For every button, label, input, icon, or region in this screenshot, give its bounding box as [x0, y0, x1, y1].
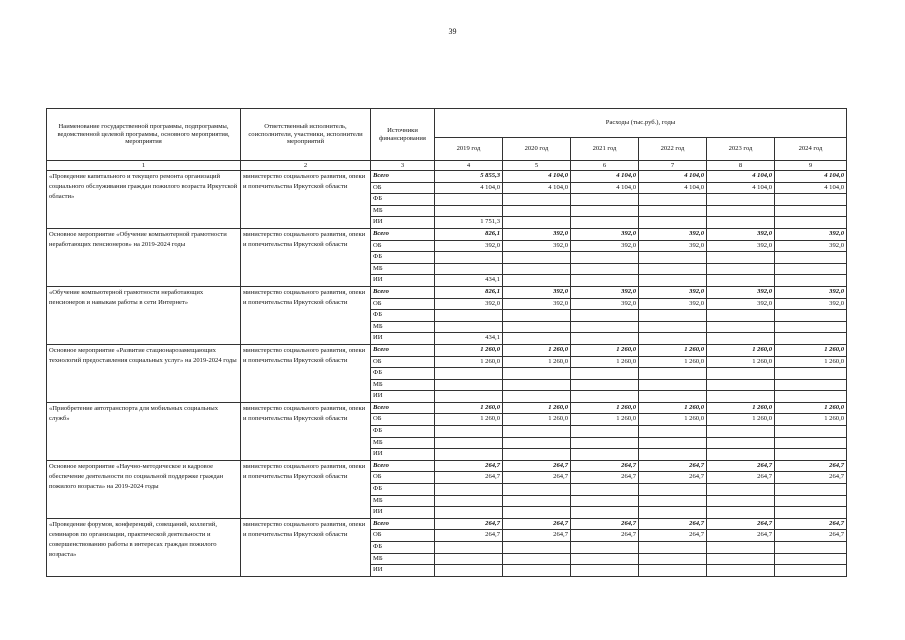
amount-cell: 4 104,0 [639, 182, 707, 194]
amount-cell: 264,7 [571, 472, 639, 484]
amount-cell: 392,0 [639, 240, 707, 252]
amount-cell [707, 205, 775, 217]
amount-cell [775, 368, 847, 380]
amount-cell: 264,7 [435, 530, 503, 542]
amount-cell: 392,0 [707, 228, 775, 240]
funding-source-cell: ИИ [371, 449, 435, 461]
table-row [47, 402, 847, 414]
executor-cell: министерство социального развития, опеки и попечительства Иркутской области [241, 402, 371, 460]
amount-cell: 1 751,3 [435, 217, 503, 229]
funding-source-cell: ИИ [371, 507, 435, 519]
amount-cell: 392,0 [571, 228, 639, 240]
funding-source-cell: ФБ [371, 484, 435, 496]
amount-cell: 392,0 [707, 240, 775, 252]
amount-cell: 264,7 [707, 518, 775, 530]
amount-cell [775, 194, 847, 206]
amount-cell: 392,0 [707, 286, 775, 298]
amount-cell: 1 260,0 [707, 402, 775, 414]
amount-cell [707, 391, 775, 403]
header-funding-source: Источники финансирования [371, 109, 435, 161]
amount-cell: 264,7 [639, 530, 707, 542]
amount-cell [707, 495, 775, 507]
amount-cell: 434,1 [435, 275, 503, 287]
amount-cell [639, 379, 707, 391]
amount-cell [707, 321, 775, 333]
amount-cell [571, 553, 639, 565]
amount-cell [639, 507, 707, 519]
header-year: 2022 год [639, 138, 707, 161]
executor-cell: министерство социального развития, опеки и попечительства Иркутской области [241, 171, 371, 229]
amount-cell [571, 484, 639, 496]
amount-cell: 1 260,0 [707, 344, 775, 356]
column-number: 7 [639, 161, 707, 171]
amount-cell: 392,0 [503, 240, 571, 252]
funding-source-cell: ОБ [371, 356, 435, 368]
amount-cell [435, 565, 503, 577]
amount-cell [707, 542, 775, 554]
amount-cell [503, 275, 571, 287]
amount-cell: 264,7 [775, 530, 847, 542]
amount-cell [571, 542, 639, 554]
amount-cell [775, 263, 847, 275]
amount-cell: 1 260,0 [639, 356, 707, 368]
amount-cell [775, 217, 847, 229]
funding-source-cell: МБ [371, 321, 435, 333]
amount-cell: 392,0 [571, 286, 639, 298]
amount-cell: 4 104,0 [503, 171, 571, 183]
amount-cell [707, 263, 775, 275]
amount-cell [775, 437, 847, 449]
amount-cell [775, 321, 847, 333]
amount-cell [639, 437, 707, 449]
funding-source-cell: ОБ [371, 182, 435, 194]
amount-cell [435, 449, 503, 461]
amount-cell [571, 437, 639, 449]
amount-cell [775, 379, 847, 391]
amount-cell: 264,7 [571, 460, 639, 472]
amount-cell: 264,7 [503, 460, 571, 472]
program-name-cell: Основное мероприятие «Научно-методическое и кадровое обеспечение деятельности по социальной поддержке граждан пожилого возраста» на 2019-2024 годы [47, 460, 241, 518]
amount-cell: 264,7 [639, 472, 707, 484]
amount-cell: 4 104,0 [571, 171, 639, 183]
amount-cell [571, 391, 639, 403]
amount-cell [503, 495, 571, 507]
amount-cell: 392,0 [775, 286, 847, 298]
amount-cell [503, 426, 571, 438]
amount-cell [707, 449, 775, 461]
amount-cell [571, 217, 639, 229]
funding-source-cell: МБ [371, 205, 435, 217]
table-row [47, 460, 847, 472]
program-name-cell: «Обучение компьютерной грамотности неработающих пенсионеров и навыкам работы в сети Интернет» [47, 286, 241, 344]
column-number: 1 [47, 161, 241, 171]
amount-cell [435, 252, 503, 264]
amount-cell [639, 263, 707, 275]
executor-cell: министерство социального развития, опеки и попечительства Иркутской области [241, 228, 371, 286]
amount-cell [775, 333, 847, 345]
amount-cell [775, 495, 847, 507]
funding-source-cell: ОБ [371, 240, 435, 252]
header-year: 2024 год [775, 138, 847, 161]
funding-source-cell: ОБ [371, 298, 435, 310]
amount-cell [707, 217, 775, 229]
amount-cell: 1 260,0 [571, 344, 639, 356]
amount-cell [639, 275, 707, 287]
funding-source-cell: ИИ [371, 333, 435, 345]
amount-cell [707, 484, 775, 496]
amount-cell [435, 495, 503, 507]
amount-cell [503, 333, 571, 345]
funding-source-cell: Всего [371, 344, 435, 356]
page-number: 39 [448, 27, 457, 36]
amount-cell [775, 252, 847, 264]
amount-cell [775, 484, 847, 496]
amount-cell: 4 104,0 [571, 182, 639, 194]
amount-cell: 264,7 [503, 472, 571, 484]
amount-cell: 1 260,0 [571, 414, 639, 426]
amount-cell [571, 310, 639, 322]
funding-source-cell: Всего [371, 171, 435, 183]
header-year: 2019 год [435, 138, 503, 161]
amount-cell [571, 368, 639, 380]
column-number: 8 [707, 161, 775, 171]
amount-cell [775, 553, 847, 565]
amount-cell: 4 104,0 [775, 171, 847, 183]
table-row [47, 228, 847, 240]
amount-cell [707, 565, 775, 577]
column-number: 3 [371, 161, 435, 171]
amount-cell: 392,0 [775, 228, 847, 240]
amount-cell: 264,7 [707, 530, 775, 542]
funding-source-cell: ОБ [371, 472, 435, 484]
amount-cell [503, 449, 571, 461]
amount-cell: 392,0 [503, 298, 571, 310]
amount-cell: 264,7 [775, 472, 847, 484]
amount-cell [503, 368, 571, 380]
table-row [47, 344, 847, 356]
funding-source-cell: МБ [371, 379, 435, 391]
amount-cell [571, 321, 639, 333]
amount-cell: 392,0 [571, 240, 639, 252]
header-program-name: Наименование государственной программы, подпрограммы, ведомственной целевой программы, основного мероприятия, мероприятия [47, 109, 241, 161]
funding-source-cell: ФБ [371, 426, 435, 438]
header-expenses: Расходы (тыс.руб.), годы [435, 109, 847, 138]
amount-cell [639, 321, 707, 333]
funding-source-cell: ИИ [371, 565, 435, 577]
amount-cell [639, 368, 707, 380]
amount-cell: 392,0 [503, 286, 571, 298]
amount-cell [503, 565, 571, 577]
amount-cell: 264,7 [639, 518, 707, 530]
header-year: 2020 год [503, 138, 571, 161]
amount-cell: 1 260,0 [571, 356, 639, 368]
amount-cell: 4 104,0 [435, 182, 503, 194]
amount-cell [775, 542, 847, 554]
amount-cell [503, 507, 571, 519]
funding-source-cell: ИИ [371, 275, 435, 287]
amount-cell [571, 275, 639, 287]
amount-cell [435, 321, 503, 333]
program-name-cell: «Проведение форумов, конференций, совещаний, коллегий, семинаров по организации, практической деятельности и совершенствованию работы в интересах граждан пожилого возраста» [47, 518, 241, 576]
amount-cell [503, 553, 571, 565]
amount-cell [571, 495, 639, 507]
amount-cell [435, 205, 503, 217]
amount-cell [775, 391, 847, 403]
amount-cell: 392,0 [435, 298, 503, 310]
amount-cell [571, 194, 639, 206]
amount-cell: 264,7 [571, 518, 639, 530]
amount-cell [503, 263, 571, 275]
funding-source-cell: МБ [371, 263, 435, 275]
amount-cell [435, 553, 503, 565]
amount-cell: 1 260,0 [639, 344, 707, 356]
amount-cell [503, 542, 571, 554]
amount-cell [707, 275, 775, 287]
amount-cell [571, 565, 639, 577]
executor-cell: министерство социального развития, опеки и попечительства Иркутской области [241, 344, 371, 402]
amount-cell: 1 260,0 [707, 414, 775, 426]
expenses-table [46, 108, 847, 577]
amount-cell: 1 260,0 [435, 414, 503, 426]
amount-cell: 5 855,3 [435, 171, 503, 183]
amount-cell [639, 194, 707, 206]
amount-cell: 1 260,0 [775, 402, 847, 414]
funding-source-cell: ОБ [371, 530, 435, 542]
amount-cell [639, 333, 707, 345]
amount-cell [775, 426, 847, 438]
amount-cell: 1 260,0 [775, 414, 847, 426]
amount-cell: 4 104,0 [503, 182, 571, 194]
amount-cell: 1 260,0 [503, 356, 571, 368]
program-name-cell: Основное мероприятие «Обучение компьютерной грамотности неработающих пенсионеров» на 2019-2024 годы [47, 228, 241, 286]
funding-source-cell: МБ [371, 437, 435, 449]
amount-cell: 264,7 [639, 460, 707, 472]
amount-cell: 392,0 [639, 286, 707, 298]
funding-source-cell: ФБ [371, 310, 435, 322]
amount-cell [639, 205, 707, 217]
funding-source-cell: ФБ [371, 252, 435, 264]
amount-cell: 1 260,0 [775, 356, 847, 368]
amount-cell [639, 484, 707, 496]
amount-cell [435, 426, 503, 438]
amount-cell [639, 495, 707, 507]
amount-cell: 1 260,0 [435, 402, 503, 414]
amount-cell: 1 260,0 [503, 414, 571, 426]
amount-cell: 392,0 [571, 298, 639, 310]
funding-source-cell: ФБ [371, 194, 435, 206]
amount-cell [639, 565, 707, 577]
amount-cell: 264,7 [435, 472, 503, 484]
amount-cell: 434,1 [435, 333, 503, 345]
amount-cell [571, 333, 639, 345]
table-row [47, 171, 847, 183]
amount-cell: 264,7 [571, 530, 639, 542]
amount-cell [571, 379, 639, 391]
amount-cell: 1 260,0 [639, 402, 707, 414]
amount-cell [707, 426, 775, 438]
amount-cell [571, 507, 639, 519]
amount-cell [639, 553, 707, 565]
amount-cell: 1 260,0 [571, 402, 639, 414]
amount-cell [707, 379, 775, 391]
amount-cell: 392,0 [435, 240, 503, 252]
amount-cell [639, 252, 707, 264]
amount-cell: 264,7 [435, 460, 503, 472]
amount-cell: 264,7 [775, 460, 847, 472]
header-year: 2023 год [707, 138, 775, 161]
amount-cell: 264,7 [503, 518, 571, 530]
funding-source-cell: Всего [371, 460, 435, 472]
funding-source-cell: ФБ [371, 542, 435, 554]
amount-cell: 264,7 [503, 530, 571, 542]
amount-cell: 392,0 [503, 228, 571, 240]
amount-cell [503, 379, 571, 391]
program-name-cell: «Приобретение автотранспорта для мобильных социальных служб» [47, 402, 241, 460]
funding-source-cell: Всего [371, 228, 435, 240]
amount-cell: 264,7 [435, 518, 503, 530]
amount-cell [503, 310, 571, 322]
amount-cell [503, 391, 571, 403]
amount-cell: 826,1 [435, 228, 503, 240]
amount-cell: 1 260,0 [503, 344, 571, 356]
amount-cell [435, 310, 503, 322]
funding-source-cell: ИИ [371, 391, 435, 403]
amount-cell [707, 368, 775, 380]
column-number: 9 [775, 161, 847, 171]
amount-cell [775, 205, 847, 217]
amount-cell: 4 104,0 [775, 182, 847, 194]
amount-cell [639, 449, 707, 461]
table-body [47, 171, 847, 577]
amount-cell: 264,7 [707, 472, 775, 484]
amount-cell: 264,7 [707, 460, 775, 472]
amount-cell [435, 542, 503, 554]
funding-source-cell: Всего [371, 286, 435, 298]
amount-cell [435, 368, 503, 380]
header-year: 2021 год [571, 138, 639, 161]
funding-source-cell: ИИ [371, 217, 435, 229]
funding-source-cell: МБ [371, 495, 435, 507]
amount-cell: 392,0 [639, 298, 707, 310]
amount-cell: 1 260,0 [435, 344, 503, 356]
amount-cell: 4 104,0 [707, 171, 775, 183]
amount-cell [707, 553, 775, 565]
funding-source-cell: ОБ [371, 414, 435, 426]
amount-cell: 1 260,0 [435, 356, 503, 368]
amount-cell [503, 217, 571, 229]
amount-cell [503, 437, 571, 449]
amount-cell [707, 252, 775, 264]
amount-cell [775, 275, 847, 287]
header-executor: Ответственный исполнитель, соисполнители, участники, исполнители мероприятий [241, 109, 371, 161]
program-name-cell: «Проведение капитального и текущего ремонта организаций социального обслуживания граждан пожилого возраста Иркутской области» [47, 171, 241, 229]
column-number: 4 [435, 161, 503, 171]
amount-cell: 392,0 [639, 228, 707, 240]
amount-cell [639, 391, 707, 403]
table-row [47, 286, 847, 298]
table-row [47, 518, 847, 530]
amount-cell [503, 321, 571, 333]
amount-cell [707, 507, 775, 519]
executor-cell: министерство социального развития, опеки и попечительства Иркутской области [241, 460, 371, 518]
executor-cell: министерство социального развития, опеки и попечительства Иркутской области [241, 286, 371, 344]
amount-cell [571, 449, 639, 461]
amount-cell [435, 194, 503, 206]
amount-cell [571, 252, 639, 264]
executor-cell: министерство социального развития, опеки и попечительства Иркутской области [241, 518, 371, 576]
amount-cell: 392,0 [775, 298, 847, 310]
amount-cell [775, 310, 847, 322]
funding-source-cell: ФБ [371, 368, 435, 380]
amount-cell [775, 449, 847, 461]
amount-cell [639, 542, 707, 554]
amount-cell [503, 205, 571, 217]
amount-cell [435, 507, 503, 519]
amount-cell: 264,7 [775, 518, 847, 530]
amount-cell [503, 194, 571, 206]
amount-cell [639, 217, 707, 229]
amount-cell [775, 565, 847, 577]
amount-cell: 826,1 [435, 286, 503, 298]
funding-source-cell: Всего [371, 402, 435, 414]
amount-cell: 4 104,0 [639, 171, 707, 183]
amount-cell: 1 260,0 [707, 356, 775, 368]
amount-cell [435, 437, 503, 449]
amount-cell [707, 333, 775, 345]
amount-cell [571, 426, 639, 438]
amount-cell [503, 252, 571, 264]
funding-source-cell: МБ [371, 553, 435, 565]
amount-cell [571, 263, 639, 275]
amount-cell [639, 426, 707, 438]
funding-source-cell: Всего [371, 518, 435, 530]
amount-cell [639, 310, 707, 322]
amount-cell: 392,0 [775, 240, 847, 252]
column-number: 2 [241, 161, 371, 171]
program-name-cell: Основное мероприятие «Развитие стационарозамещающих технологий предоставления социальных услуг» на 2019-2024 годы [47, 344, 241, 402]
amount-cell [707, 310, 775, 322]
column-number: 5 [503, 161, 571, 171]
amount-cell [435, 263, 503, 275]
amount-cell [435, 391, 503, 403]
amount-cell: 1 260,0 [775, 344, 847, 356]
amount-cell [707, 437, 775, 449]
column-number: 6 [571, 161, 639, 171]
amount-cell: 1 260,0 [503, 402, 571, 414]
amount-cell [435, 379, 503, 391]
amount-cell [571, 205, 639, 217]
amount-cell: 392,0 [707, 298, 775, 310]
amount-cell [707, 194, 775, 206]
amount-cell: 1 260,0 [639, 414, 707, 426]
amount-cell [435, 484, 503, 496]
amount-cell [503, 484, 571, 496]
amount-cell: 4 104,0 [707, 182, 775, 194]
amount-cell [775, 507, 847, 519]
